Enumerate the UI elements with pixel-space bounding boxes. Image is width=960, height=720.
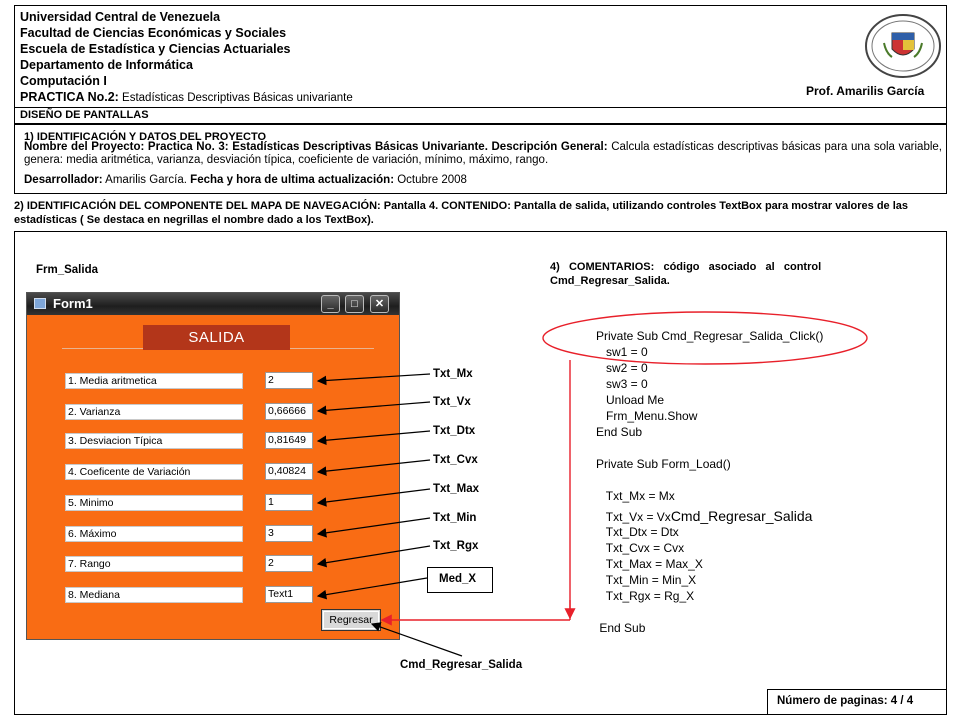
code-line-11: Txt_Mx = Mx xyxy=(596,489,675,503)
code-overlay-text: Cmd_Regresar_Salida xyxy=(670,508,813,524)
txt-min-field[interactable]: 3 xyxy=(265,525,313,542)
ctl-name-med-x: Med_X xyxy=(439,573,477,585)
header-line-5: Computación I xyxy=(20,74,107,88)
row-label-mediana: 8. Mediana xyxy=(65,587,243,603)
row-label-desviacion: 3. Desviacion Típica xyxy=(65,433,243,449)
ctl-name-txt-max: Txt_Max xyxy=(433,483,480,495)
navigation-component-text: 2) IDENTIFICACIÓN DEL COMPONENTE DEL MAPA DE NAVEGACIÓN: Pantalla 4. CONTENIDO: Pantalla de salida, utilizando controles TextBox para mostrar valores de las estadísticas ( Se destaca en negrillas el nombre dado a los TextBox). xyxy=(14,200,909,226)
code-line-12 xyxy=(596,508,812,525)
code-line-6: Frm_Menu.Show xyxy=(596,409,698,423)
txt-dtx-field[interactable]: 0,81649 xyxy=(265,432,313,449)
page-count: Número de paginas: 4 / 4 xyxy=(777,695,914,707)
comments-title-line2: Cmd_Regresar_Salida. xyxy=(550,275,670,287)
arrow-txt-dtx xyxy=(318,431,430,441)
ctl-name-txt-rgx: Txt_Rgx xyxy=(433,540,479,552)
ctl-name-txt-dtx: Txt_Dtx xyxy=(433,425,476,437)
code-line-15: Txt_Max = Max_X xyxy=(596,557,703,571)
arrow-txt-max xyxy=(318,489,430,503)
arrow-cmd-regresar xyxy=(372,624,462,656)
arrow-txt-vx xyxy=(318,402,430,411)
project-desc: Calcula estadísticas descriptivas básicas para una sola variable, genera: media aritmética, varianza, desviación típica, coeficiente de variación, mínimo, máximo, rango. xyxy=(24,141,942,166)
regresar-button[interactable]: Regresar xyxy=(321,609,381,631)
header-line-1: Universidad Central de Venezuela xyxy=(20,10,221,24)
form-name-label: Frm_Salida xyxy=(36,264,98,276)
txt-mx-field[interactable]: 2 xyxy=(265,372,313,389)
ctl-name-txt-min: Txt_Min xyxy=(433,512,477,524)
row-label-coeficiente: 4. Coeficente de Variación xyxy=(65,464,243,480)
header-line-4: Departamento de Informática xyxy=(20,58,193,72)
code-line-13: Txt_Dtx = Dtx xyxy=(596,525,679,539)
maximize-icon[interactable]: □ xyxy=(345,295,364,313)
developer-value: Amarilis García. xyxy=(102,174,187,186)
arrow-txt-min xyxy=(318,518,430,534)
code-line-3: sw2 = 0 xyxy=(596,361,648,375)
ctl-name-txt-cvx: Txt_Cvx xyxy=(433,454,478,466)
arrow-med-x xyxy=(318,578,427,596)
update-value: Octubre 2008 xyxy=(394,174,467,186)
section-title: DISEÑO DE PANTALLAS xyxy=(20,109,149,121)
code-line-12-text: Txt_Vx = Vx xyxy=(596,510,671,524)
salida-header: SALIDA xyxy=(143,325,290,350)
code-line-14: Txt_Cvx = Cvx xyxy=(596,541,685,555)
arrow-txt-rgx xyxy=(318,546,430,564)
close-icon[interactable]: ✕ xyxy=(370,295,389,313)
professor-name: Prof. Amarilis García xyxy=(806,84,925,98)
txt-vx-field[interactable]: 0,66666 xyxy=(265,403,313,420)
ctl-name-txt-mx: Txt_Mx xyxy=(433,368,473,380)
code-line-16: Txt_Min = Min_X xyxy=(596,573,697,587)
arrow-txt-mx xyxy=(318,374,430,381)
code-line-9: Private Sub Form_Load() xyxy=(596,457,731,471)
code-line-2: sw1 = 0 xyxy=(596,345,648,359)
section1-title: 1) IDENTIFICACIÓN Y DATOS DEL PROYECTO xyxy=(24,131,267,143)
window-title: Form1 xyxy=(53,296,93,311)
code-line-5: Unload Me xyxy=(596,393,665,407)
developer-label: Desarrollador: xyxy=(24,174,103,186)
project-label: Nombre del Proyecto: Practica No. 3: Estadísticas Descriptivas Básicas Univariante. Descripción General: xyxy=(24,141,608,153)
med-x-field[interactable]: Text1 xyxy=(265,586,313,603)
code-line-17: Txt_Rgx = Rg_X xyxy=(596,589,695,603)
header-line-2: Facultad de Ciencias Económicas y Sociales xyxy=(20,26,287,40)
code-line-4: sw3 = 0 xyxy=(596,377,648,391)
comments-title xyxy=(550,260,916,288)
code-line-1: Private Sub Cmd_Regresar_Salida_Click() xyxy=(596,329,824,343)
arrow-txt-cvx xyxy=(318,460,430,472)
row-label-minimo: 5. Minimo xyxy=(65,495,243,511)
code-line-7: End Sub xyxy=(596,425,643,439)
txt-cvx-field[interactable]: 0,40824 xyxy=(265,463,313,480)
ctl-name-txt-vx: Txt_Vx xyxy=(433,396,471,408)
minimize-icon[interactable]: _ xyxy=(321,295,340,313)
row-label-rango: 7. Rango xyxy=(65,556,243,572)
comments-title-line1: 4) COMENTARIOS: código asociado al control xyxy=(550,261,822,273)
code-line-19: End Sub xyxy=(596,621,646,635)
row-label-media: 1. Media aritmetica xyxy=(65,373,243,389)
row-label-maximo: 6. Máximo xyxy=(65,526,243,542)
row-label-varianza: 2. Varianza xyxy=(65,404,243,420)
txt-max-field[interactable]: 1 xyxy=(265,494,313,511)
header-line-3: Escuela de Estadística y Ciencias Actuariales xyxy=(20,42,291,56)
practica-name: Estadísticas Descriptivas Básicas univariante xyxy=(118,92,353,104)
txt-rgx-field[interactable]: 2 xyxy=(265,555,313,572)
ctl-name-cmd-regresar: Cmd_Regresar_Salida xyxy=(400,659,523,671)
practica-prefix: PRACTICA No.2: xyxy=(20,90,119,104)
update-label: Fecha y hora de ultima actualización: xyxy=(186,174,395,186)
